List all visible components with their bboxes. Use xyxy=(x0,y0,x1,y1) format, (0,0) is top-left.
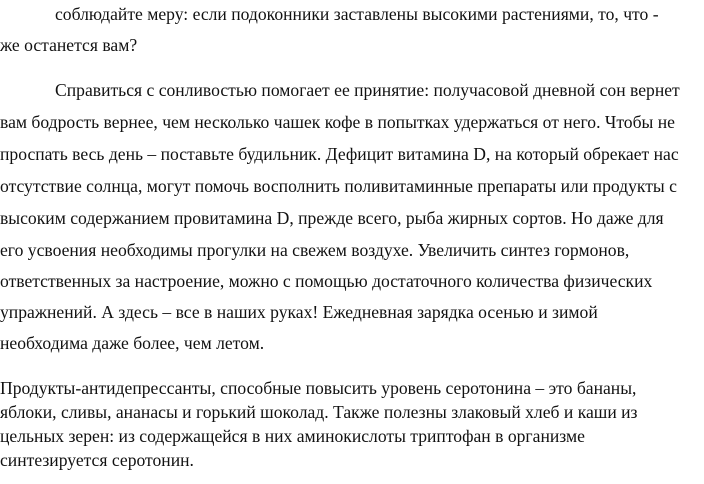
text-line: соблюдайте меру: если подоконники заставлены высокими растениями, то, что - xyxy=(55,4,659,24)
text-line: проспать весь день – поставьте будильник. Дефицит витамина D, на который обрекает нас xyxy=(0,144,679,164)
text-line: Продукты-антидепрессанты, способные повысить уровень серотонина – это бананы, xyxy=(0,378,637,398)
text-line: упражнений. А здесь – все в наших руках! Ежедневная зарядка осенью и зимой xyxy=(0,302,598,322)
text-line: его усвоения необходимы прогулки на свежем воздухе. Увеличить синтез гормонов, xyxy=(0,240,630,260)
text-line: же останется вам? xyxy=(0,35,138,55)
text-line: вам бодрость вернее, чем несколько чашек кофе в попытках удержаться от него. Чтобы не xyxy=(0,112,675,132)
text-line: необходима даже более, чем летом. xyxy=(0,333,265,353)
text-line: цельных зерен: из содержащейся в них аминокислоты триптофан в организме xyxy=(0,426,585,446)
text-line: отсутствие солнца, могут помочь восполнить поливитаминные препараты или продукты с xyxy=(0,176,677,196)
text-line: синтезируется серотонин. xyxy=(0,450,194,470)
text-line: высоким содержанием провитамина D, прежде всего, рыба жирных сортов. Но даже для xyxy=(0,208,664,228)
text-line: яблоки, сливы, ананасы и горький шоколад. Также полезны злаковый хлеб и каши из xyxy=(0,402,638,422)
text-line: Справиться с сонливостью помогает ее принятие: получасовой дневной сон вернет xyxy=(55,80,680,100)
text-line: ответственных за настроение, можно с помощью достаточного количества физических xyxy=(0,271,653,291)
